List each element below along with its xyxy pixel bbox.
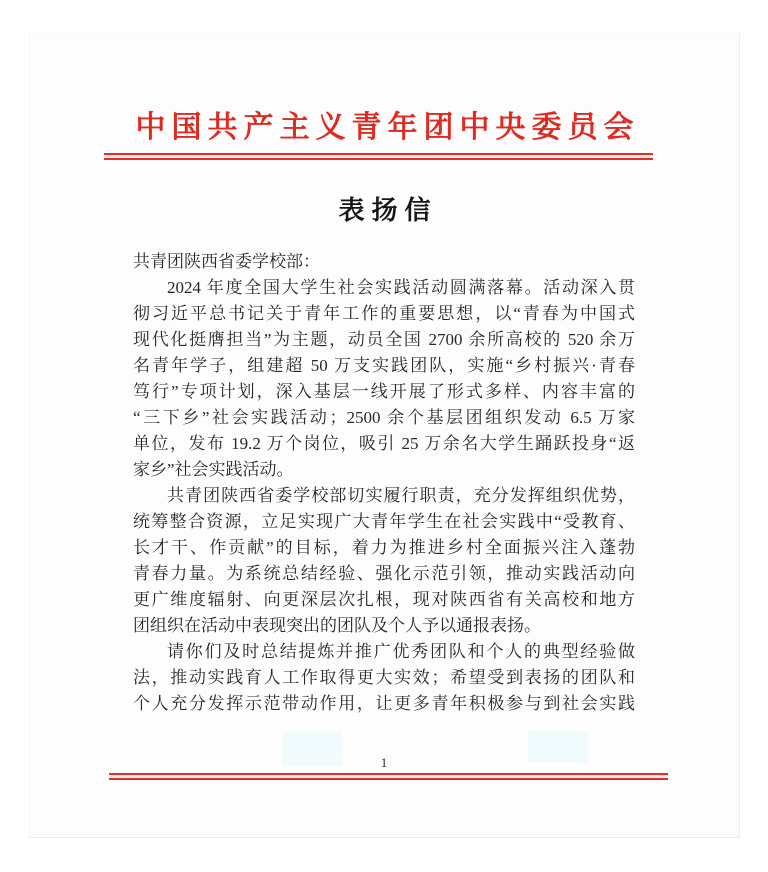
letterhead-org-name: 中国共产主义青年团中央委员会 [135,111,640,144]
body-line: 请你们及时总结提炼并推广优秀团队和个人的典型经验做 [167,642,635,661]
body-line: 更广维度辐射、向更深层次扎根，现对陕西省有关高校和地方 [133,590,635,609]
body-line: 团组织在活动中表现突出的团队及个人予以通报表扬。 [133,616,541,635]
body-line: “三下乡”社会实践活动；2500 余个基层团组织发动 6.5 万家 [133,408,635,427]
body-line: 现代化挺膺担当”为主题，动员全国 2700 余所高校的 520 余万 [133,330,635,349]
body-line: 青春力量。为系统总结经验、强化示范引领，推动实践活动向 [133,564,635,583]
body-line: 笃行”专项计划，深入基层一线开展了形式多样、内容丰富的 [133,382,635,401]
body-line: 个人充分发挥示范带动作用，让更多青年积极参与到社会实践 [133,694,635,713]
body-line: 共青团陕西省委学校部切实履行职责，充分发挥组织优势， [167,486,635,505]
body-line: 法，推动实践育人工作取得更大实效；希望受到表扬的团队和 [133,668,635,687]
body-line: 家乡”社会实践活动。 [133,460,294,479]
body-line: 单位，发布 19.2 万个岗位，吸引 25 万余名大学生踊跃投身“返 [133,434,635,453]
body-line: 彻习近平总书记关于青年工作的重要思想，以“青春为中国式 [133,304,635,323]
document-title: 表扬信 [338,196,438,225]
salutation-line: 共青团陕西省委学校部： [133,252,320,271]
letter-body [133,249,635,717]
letterhead-double-rule [104,153,653,160]
body-line: 统筹整合资源，立足实现广大青年学生在社会实践中“受教育、 [133,512,635,531]
footer-double-rule [109,773,668,780]
document-page [29,33,740,838]
page-number: 1 [380,755,388,770]
body-line: 2024 年度全国大学生社会实践活动圆满落幕。活动深入贯 [167,278,635,297]
body-line: 长才干、作贡献”的目标，着力为推进乡村全面振兴注入蓬勃 [133,538,635,557]
body-line: 名青年学子，组建超 50 万支实践团队，实施“乡村振兴·青春 [133,356,635,375]
